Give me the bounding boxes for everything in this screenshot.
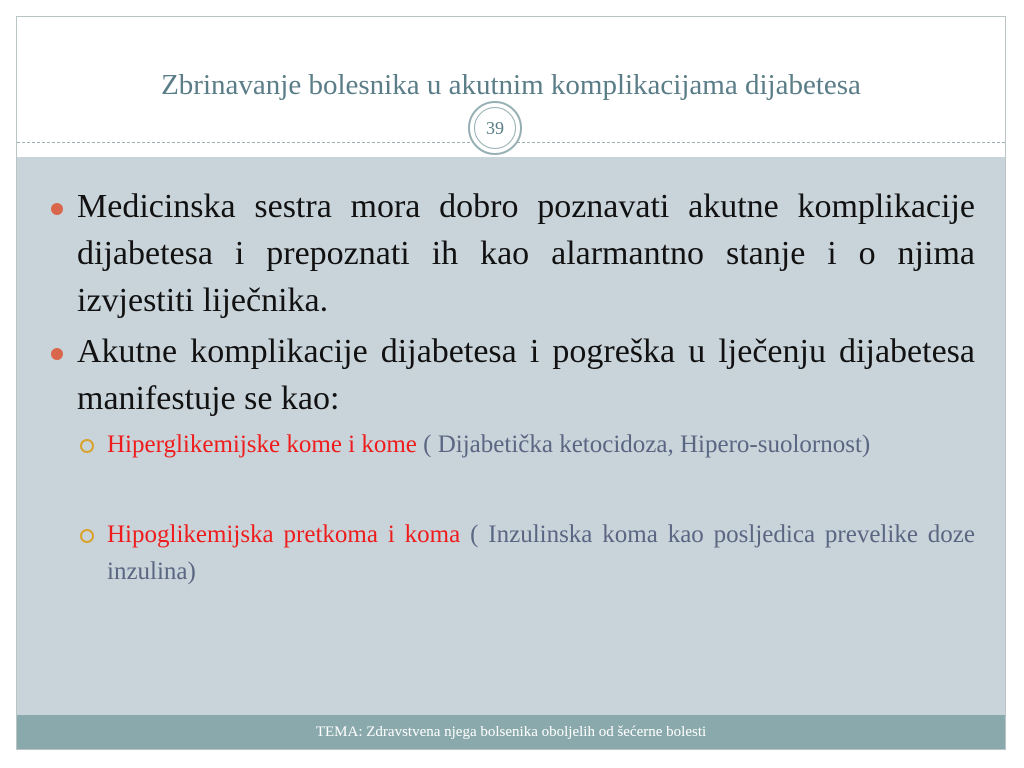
sub-bullet-item bbox=[107, 516, 975, 590]
sub-bullet-text: ( Dijabetička ketocidoza, Hipero-suolornost) bbox=[416, 431, 871, 458]
sub-bullet-text: ( Inzulinska koma kao posljedica prevelike doze inzulina) bbox=[107, 521, 975, 585]
content-area bbox=[17, 157, 1005, 717]
sub-bullet-item bbox=[107, 426, 975, 463]
slide-title: Zbrinavanje bolesnika u akutnim komplikacijama dijabetesa bbox=[161, 69, 861, 101]
bullet-item bbox=[77, 183, 975, 324]
bullet-item bbox=[77, 328, 975, 422]
sub-bullet-highlight: Hiperglikemijske kome i kome bbox=[107, 431, 417, 458]
bullet-list bbox=[17, 183, 1005, 590]
bullet-text: Medicinska sestra mora dobro poznavati akutne komplikacije dijabetesa i prepoznati ih kao alarmantno stanje i o njima izvjestiti liječnika. bbox=[77, 188, 975, 319]
bullet-dot-icon bbox=[51, 203, 63, 215]
sub-bullet-highlight: Hipoglikemijska pretkoma i koma bbox=[107, 521, 461, 548]
bullet-dot-icon bbox=[51, 348, 63, 360]
page-number: 39 bbox=[474, 107, 516, 149]
slide-footer bbox=[17, 715, 1005, 749]
sub-bullet-ring-icon bbox=[80, 529, 94, 543]
bullet-text: Akutne komplikacije dijabetesa i pogreška u lječenju dijabetesa manifestuje se kao: bbox=[77, 333, 975, 417]
footer-text: TEMA: Zdravstvena njega bolsenika oboljelih od šećerne bolesti bbox=[315, 723, 707, 740]
sub-bullet-ring-icon bbox=[80, 439, 94, 453]
page-number-badge bbox=[468, 101, 522, 155]
